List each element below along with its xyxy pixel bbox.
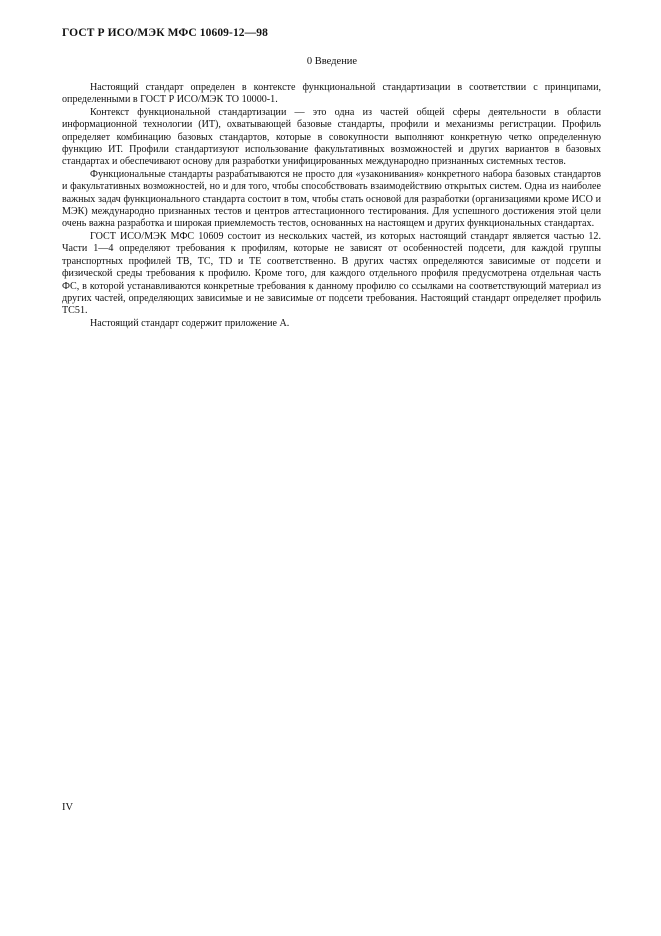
paragraph: ГОСТ ИСО/МЭК МФС 10609 состоит из нескольких частей, из которых настоящий стандарт является частью 12. Части 1—4 определяют требования к профилям, которые не зависят от особенностей подсети, для каждой группы транспортных профилей ТВ, ТС, TD и ТЕ соответственно. В других частях определяются зависимые от подсети и физической среды требования к профилю. Кроме того, для каждого отдельного профиля предусмотрена отдельная часть ФС, в которой устанавливаются конкретные требования к данному профилю со ссылками на соответствующий материал из других частей, определяющих зависимые и не зависимые от подсети требования. Настоящий стандарт определяет профиль ТС51.: [62, 230, 601, 317]
document-header: ГОСТ Р ИСО/МЭК МФС 10609-12—98: [62, 27, 268, 39]
paragraph: Настоящий стандарт содержит приложение А.: [90, 317, 290, 329]
paragraph: Функциональные стандарты разрабатываются не просто для «узаконивания» конкретного набора базовых стандартов и факультативных возможностей, но и для того, чтобы способствовать взаимодействию открытых систем. Одна из наиболее важных задач функционального стандарта состоит в том, чтобы стать основой для разработки (организациями кроме ИСО и МЭК) международно признанных тестов и центров аттестационного тестирования. Для успешного достижения этой цели очень важна разработка и широкая приемлемость тестов, основанных на настоящем и других функциональных стандартах.: [62, 168, 601, 230]
section-title: 0 Введение: [306, 56, 358, 67]
paragraph: Настоящий стандарт определен в контексте функциональной стандартизации в соответствии с принципами, определенными в ГОСТ Р ИСО/МЭК ТО 10000-1.: [62, 82, 601, 106]
page-number: IV: [62, 802, 74, 813]
body-text: [62, 82, 601, 330]
paragraph: Контекст функциональной стандартизации — это одна из частей общей сферы деятельности в области информационной технологии (ИТ), охватывающей базовые стандарты, профили и механизмы регистрации. Профиль определяет комбинацию базовых стандартов, которые в совокупности выполняют конкретную четко определенную функцию ИТ. Профили стандартизуют использование факультативных возможностей и других вариантов в базовых стандартах и обеспечивают основу для разработки унифицированных международно признанных системных тестов.: [62, 106, 601, 168]
